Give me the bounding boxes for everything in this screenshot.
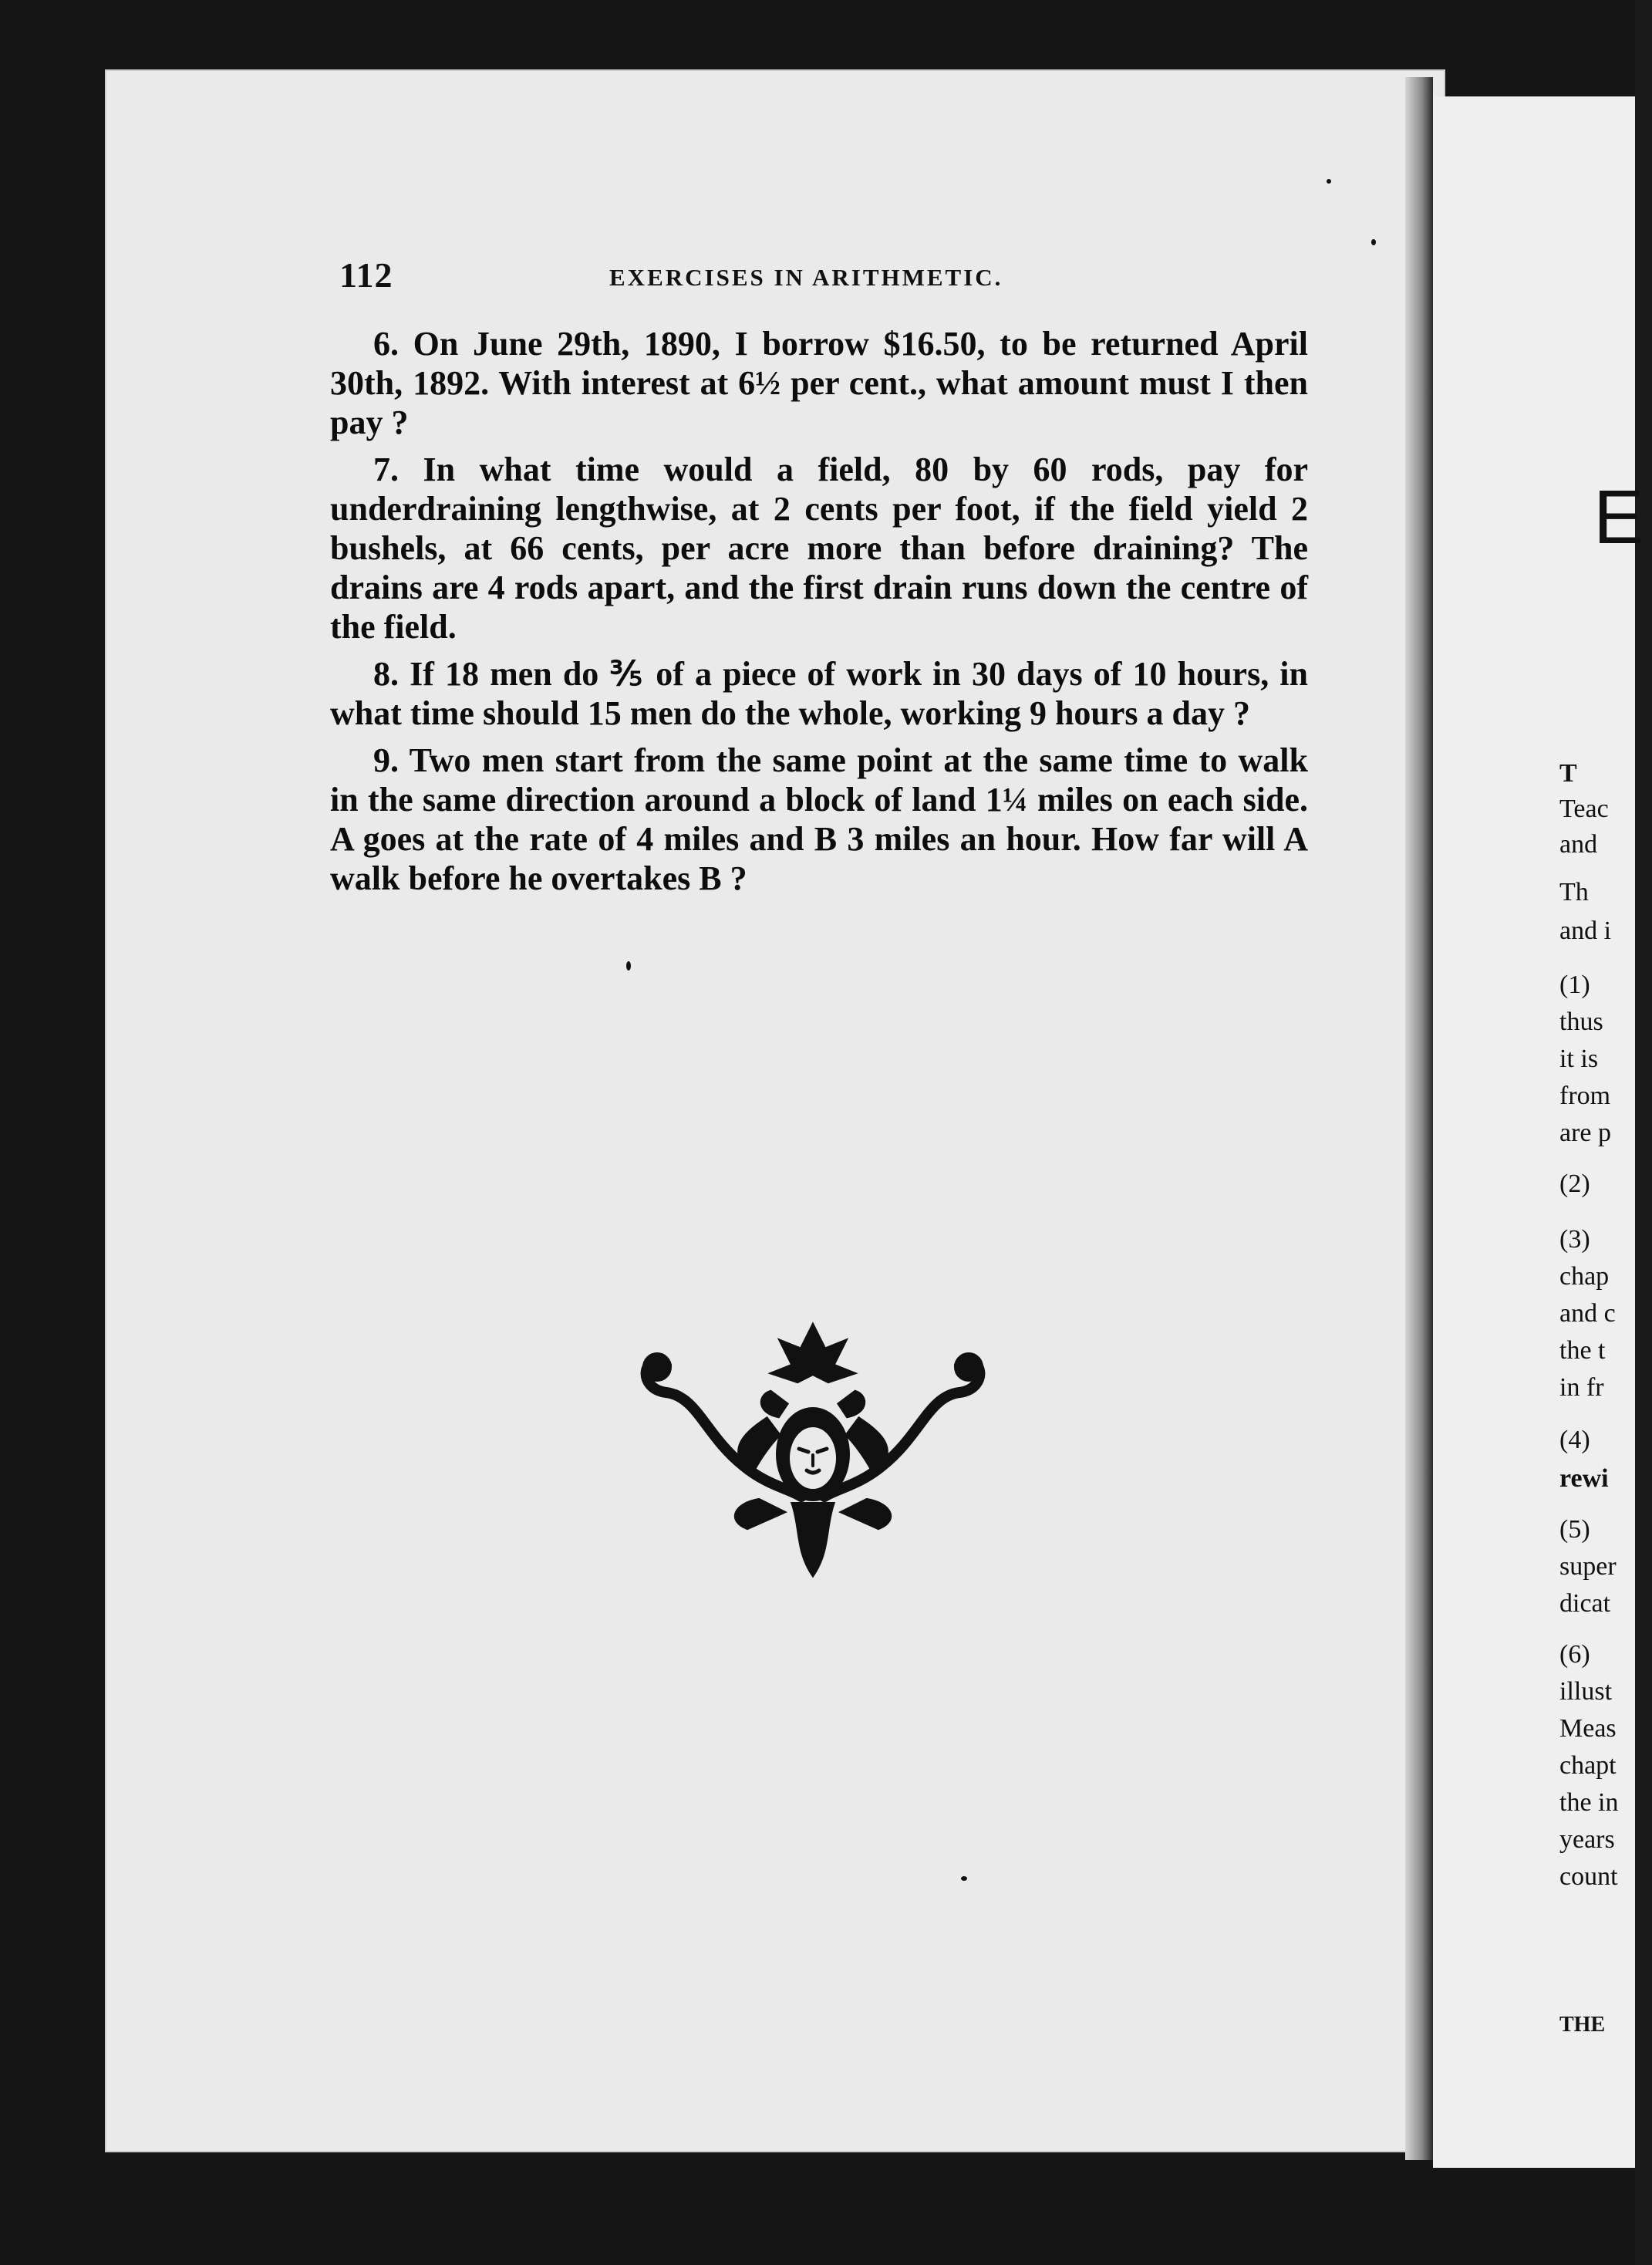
- right-line: count: [1559, 1862, 1618, 1891]
- right-line: THE: [1559, 2013, 1606, 2037]
- right-line: years: [1559, 1825, 1615, 1854]
- right-line: (1): [1559, 970, 1590, 999]
- right-line: T: [1559, 759, 1577, 788]
- right-line: from: [1559, 1082, 1611, 1110]
- right-line: thus: [1559, 1008, 1603, 1036]
- right-line: Meas: [1559, 1714, 1617, 1743]
- scan-speck: [1327, 179, 1331, 184]
- right-line: and i: [1559, 916, 1612, 945]
- right-line: are p: [1559, 1119, 1612, 1147]
- book-gutter: [1405, 77, 1433, 2160]
- page-number: 112: [339, 255, 393, 295]
- right-line: (6): [1559, 1640, 1590, 1669]
- exercise-list: [330, 324, 1308, 906]
- right-line: Teac: [1559, 795, 1609, 823]
- scan-speck: [1371, 239, 1376, 245]
- right-line: (2): [1559, 1170, 1590, 1198]
- right-line: and: [1559, 830, 1598, 859]
- exercise-8: 8. If 18 men do ⅗ of a piece of work in 30 days of 10 hours, in what time should 15 men do the whole, working 9 hours a day ?: [330, 655, 1308, 732]
- exercise-7: 7. In what time would a field, 80 by 60 rods, pay for underdraining lengthwise, at 2 cents per foot, if the field yield 2 bushels, at 66 cents, per acre more than before draining? The drains are 4 rods apart, and the first drain runs down the centre of the field.: [330, 451, 1308, 646]
- running-head: [339, 255, 1342, 301]
- right-line: the in: [1559, 1788, 1619, 1817]
- right-line: rewi: [1559, 1464, 1609, 1493]
- exercise-9: 9. Two men start from the same point at the same time to walk in the same direction around a block of land 1¼ miles on each side. A goes at the rate of 4 miles and B 3 miles an hour. How far will A walk before he overtakes B ?: [330, 741, 1308, 897]
- right-line: dicat: [1559, 1589, 1611, 1618]
- right-line: the t: [1559, 1336, 1606, 1365]
- right-line: (4): [1559, 1426, 1590, 1454]
- right-line: in fr: [1559, 1373, 1604, 1402]
- right-line: (3): [1559, 1225, 1590, 1254]
- right-line: chapt: [1559, 1751, 1617, 1780]
- right-page-heading-fragment: E: [1593, 474, 1644, 559]
- right-line: and c: [1559, 1299, 1616, 1328]
- right-line: Th: [1559, 878, 1589, 906]
- scan-speck: [626, 961, 631, 970]
- ornament-icon: [636, 1319, 990, 1581]
- right-line: (5): [1559, 1515, 1590, 1544]
- right-line: illust: [1559, 1677, 1613, 1706]
- scan-speck: [961, 1876, 967, 1881]
- running-head-title: EXERCISES IN ARITHMETIC.: [609, 264, 1003, 291]
- right-line: chap: [1559, 1262, 1610, 1291]
- exercise-6: 6. On June 29th, 1890, I borrow $16.50, to be returned April 30th, 1892. With interest at 6½ per cent., what amount must I then pay ?: [330, 325, 1308, 441]
- right-line: it is: [1559, 1045, 1599, 1073]
- right-line: super: [1559, 1552, 1617, 1581]
